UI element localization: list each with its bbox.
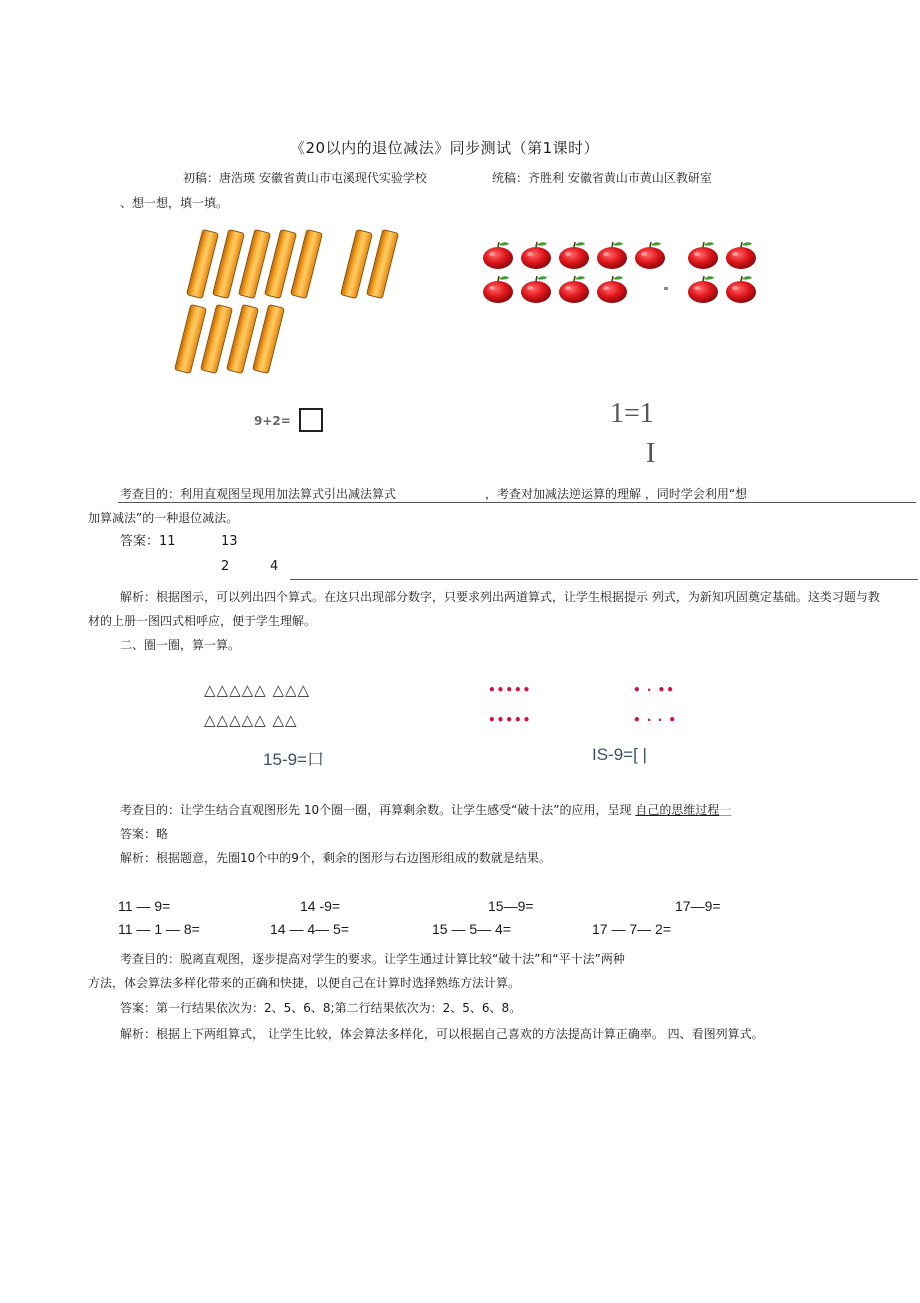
triangle-row-2: △△△△△ △△ [204, 711, 298, 729]
apple-icon [595, 240, 629, 270]
answer-box [299, 408, 323, 432]
apple-icon [481, 240, 515, 270]
apple-icon [557, 274, 591, 304]
section2-heading: 二、圈一圈，算一算。 [120, 638, 241, 652]
triangle-row-1: △△△△△ △△△ [204, 681, 311, 699]
dots-group-a2: ••••• [488, 713, 532, 727]
analysis-text-1: 解析：根据图示，可以列出四个算式。在这只出现部分数字，只要求列出两道算式，让学生根据提示 列式，为新知巩固奠定基础。这类习题与教 [120, 590, 880, 604]
purpose-text-faded: 一 [719, 803, 732, 817]
calc-row2-item: 15 — 5— 4= [432, 921, 511, 937]
author-first-draft: 初稿：唐浩瑛 安徽省黄山市屯溪现代实验学校 [183, 171, 427, 185]
calc-row1-item: 17—9= [675, 898, 721, 914]
dots-group-a1: ••••• [488, 683, 532, 697]
purpose-text-b: ，考查对加减法逆运算的理解 ，同时学会利用“想 [485, 487, 748, 501]
purpose-text-a: 考查目的：利用直观图呈现用加法算式引出减法算式 [120, 487, 397, 501]
analysis-text-2: 材的上册一图四式相呼应，便于学生理解。 [88, 614, 317, 628]
answer-line: 答案：11 [120, 534, 176, 549]
purpose-text-a: 考查目的：让学生结合直观图形先 10个圈一圈，再算剩余数。让学生感受“破十法”的应用，呈现 [120, 803, 636, 817]
purpose-text-1: 考查目的：脱离直观图，逐步提高对学生的要求。让学生通过计算比较“破十法”和“平十法”两种 [120, 952, 625, 966]
dots-group-b1: • · •• [633, 683, 675, 697]
answer-2: 2 [221, 559, 230, 574]
purpose-text-c: 加算减法”的一种退位减法。 [88, 511, 239, 525]
apple-icon [724, 240, 758, 270]
answer-4: 4 [270, 559, 279, 574]
purpose-text-2: 方法，体会算法多样化带来的正确和快捷，以便自己在计算时选择熟练方法计算。 [88, 976, 521, 990]
answer-line: 答案：第一行结果依次为：2、5、6、8;第二行结果依次为：2、5、6、8。 [120, 1001, 522, 1015]
calc-row1-item: 15—9= [488, 898, 534, 914]
apple-icon [481, 274, 515, 304]
left-equation: 9+2= [254, 414, 291, 428]
dash-mark [664, 287, 668, 290]
circle-equation-left: 15-9=口 [263, 750, 324, 769]
divider-line [290, 579, 918, 580]
calc-row2-item: 14 — 4— 5= [270, 921, 349, 937]
analysis-text: 解析：根据上下两组算式， 让学生比较，体会算法多样化，可以根据自己喜欢的方法提高计算正确率。 四、看图列算式。 [120, 1027, 764, 1041]
dots-group-b2: • · · • [633, 713, 677, 727]
right-mark: I [646, 438, 656, 469]
apple-icon [686, 274, 720, 304]
calc-row1-item: 14 -9= [300, 898, 341, 914]
divider-line [118, 502, 916, 503]
section1-heading: 、想一想，填一填。 [120, 196, 229, 210]
apple-icon [595, 274, 629, 304]
calc-row1-item: 11 — 9= [118, 898, 171, 914]
right-equation: 1=1 [610, 398, 654, 429]
purpose-line-2 [120, 802, 731, 818]
answer-13: 13 [221, 534, 238, 549]
purpose-text-underlined: 自己的思维过程 [635, 803, 720, 817]
apple-icon [686, 240, 720, 270]
page-title: 《20以内的退位减法》同步测试（第1课时） [290, 139, 600, 157]
analysis-text: 解析：根据题意，先圈10个中的9个，剩余的图形与右边图形组成的数就是结果。 [120, 851, 551, 865]
apple-icon [557, 240, 591, 270]
circle-equation-right: IS-9=[ | [592, 745, 647, 764]
apple-icon [519, 240, 553, 270]
apple-icon [519, 274, 553, 304]
calc-row2-item: 11 — 1 — 8= [118, 921, 200, 937]
apple-icon [724, 274, 758, 304]
author-final-draft: 统稿：齐胜利 安徽省黄山市黄山区教研室 [492, 171, 712, 185]
apple-icon [633, 240, 667, 270]
answer-line: 答案：略 [120, 827, 169, 841]
calc-row2-item: 17 — 7— 2= [592, 921, 671, 937]
